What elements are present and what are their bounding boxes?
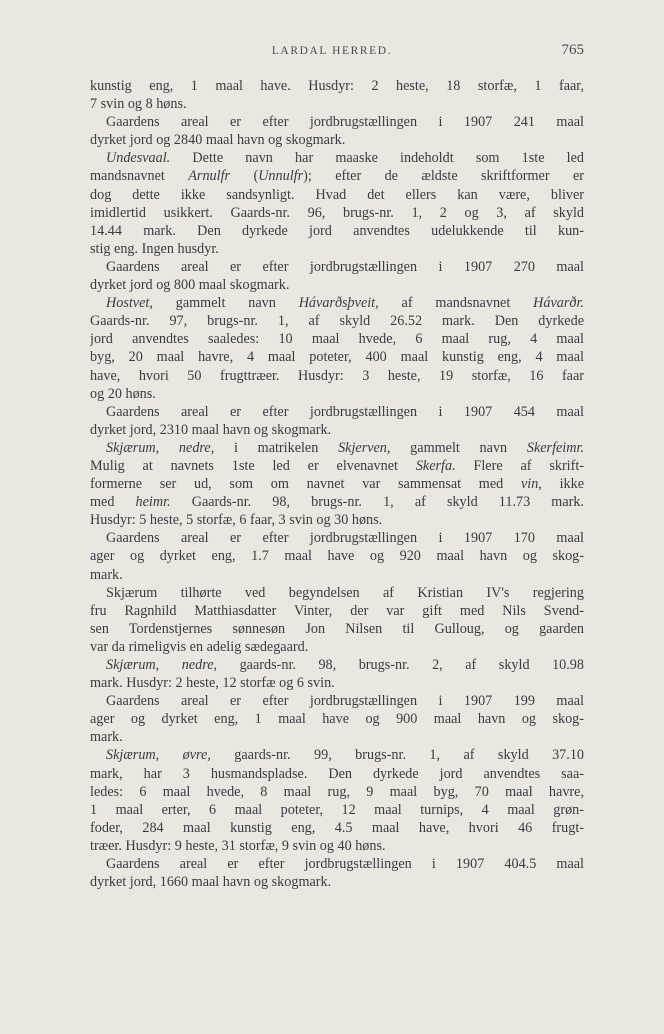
italic-span: heimr. bbox=[135, 494, 171, 511]
italic-span: Skerfeimr. bbox=[526, 439, 584, 456]
body-text bbox=[90, 77, 584, 891]
text-span: Flere af skrift- bbox=[455, 457, 584, 474]
text-span: Gaards-nr. 98, brugs-nr. 1, af skyld 11.73 mark. bbox=[170, 494, 584, 511]
text-line: Husdyr: 5 heste, 5 storfæ, 6 faar, 3 svin og 30 høns. bbox=[90, 512, 383, 529]
italic-span: Skjærum, nedre, bbox=[106, 657, 218, 673]
text-line: 14.44 mark. Den dyrkede jord anvendtes udelukkende til kun- bbox=[90, 222, 584, 239]
text-line bbox=[90, 493, 584, 511]
text-line: mark. bbox=[90, 566, 123, 583]
text-line: var da rimeligvis en adelig sædegaard. bbox=[90, 638, 309, 655]
text-span: gammelt navn bbox=[152, 295, 299, 312]
running-head: LARDAL HERRED. bbox=[271, 45, 393, 57]
page-number: 765 bbox=[561, 42, 584, 58]
text-line: mark. bbox=[90, 729, 123, 746]
italic-span: Hostvet, bbox=[106, 295, 153, 312]
italic-span: Unnulfr bbox=[258, 168, 304, 185]
text-line: ager og dyrket eng, 1 maal have og 900 maal havn og skog- bbox=[90, 711, 584, 728]
italic-span: Skjærum, nedre, bbox=[106, 439, 215, 456]
text-line bbox=[90, 746, 584, 764]
italic-span: Skjerven, bbox=[338, 439, 391, 456]
italic-span: Hávarðr. bbox=[533, 295, 584, 312]
text-line: fru Ragnhild Matthiasdatter Vinter, der var gift med Nils Svend- bbox=[90, 602, 584, 619]
text-span: gaards-nr. 99, brugs-nr. 1, af skyld 37.10 bbox=[210, 747, 584, 764]
text-line: mark. Husdyr: 2 heste, 12 storfæ og 6 svin. bbox=[90, 675, 335, 692]
text-line: ledes: 6 maal hvede, 8 maal rug, 9 maal byg, 70 maal havre, bbox=[90, 783, 584, 800]
text-line: træer. Husdyr: 9 heste, 31 storfæ, 9 svin og 40 høns. bbox=[90, 837, 386, 854]
text-line: 1 maal erter, 6 maal poteter, 12 maal turnips, 4 maal grøn- bbox=[90, 801, 584, 818]
text-span: i matrikelen bbox=[214, 439, 339, 456]
text-line: jord anvendtes saaledes: 10 maal hvede, 6 maal rug, 4 maal bbox=[90, 331, 584, 348]
text-span: af mandsnavnet bbox=[378, 295, 534, 312]
text-line: Gaardens areal er efter jordbrugstællingen i 1907 199 maal bbox=[106, 693, 584, 710]
text-span: gaards-nr. 98, brugs-nr. 2, af skyld 10.98 bbox=[217, 657, 584, 673]
text-line: dyrket jord og 800 maal skogmark. bbox=[90, 277, 290, 294]
text-line: ager og dyrket eng, 1.7 maal have og 920 maal havn og skog- bbox=[90, 548, 584, 565]
text-span: Mulig at navnets 1ste led er elvenavnet bbox=[90, 457, 416, 474]
text-line bbox=[90, 294, 584, 312]
text-line bbox=[90, 167, 584, 185]
text-line bbox=[90, 656, 584, 674]
text-line: Gaardens areal er efter jordbrugstællingen i 1907 454 maal bbox=[106, 403, 584, 420]
text-line: imidlertid usikkert. Gaards-nr. 96, brugs-nr. 1, 2 og 3, af skyld bbox=[90, 204, 584, 221]
text-line: sen Tordenstjernes sønnesøn Jon Nilsen til Gulloug, og gaarden bbox=[90, 620, 584, 637]
text-line: Gaardens areal er efter jordbrugstællingen i 1907 404.5 maal bbox=[106, 856, 584, 873]
text-span: ); efter de ældste skriftformer er bbox=[303, 168, 584, 185]
text-line: kunstig eng, 1 maal have. Husdyr: 2 heste, 18 storfæ, 1 faar, bbox=[90, 78, 584, 94]
italic-span: Hávarðsþveit, bbox=[298, 295, 379, 312]
text-span: ikke bbox=[541, 476, 584, 493]
text-line: mark, har 3 husmandspladse. Den dyrkede jord anvendtes saa- bbox=[90, 765, 584, 782]
text-line: byg, 20 maal havre, 4 maal poteter, 400 maal kunstig eng, 4 maal bbox=[90, 349, 584, 366]
text-line: og 20 høns. bbox=[90, 385, 156, 402]
text-line bbox=[90, 149, 584, 167]
text-line: foder, 284 maal kunstig eng, 4.5 maal have, hvori 46 frugt- bbox=[90, 819, 584, 836]
text-line: 7 svin og 8 høns. bbox=[90, 96, 187, 113]
text-line: Gaards-nr. 97, brugs-nr. 1, af skyld 26.52 mark. Den dyrkede bbox=[90, 313, 584, 330]
text-line: dyrket jord og 2840 maal havn og skogmark. bbox=[90, 132, 346, 149]
italic-span: Undesvaal. bbox=[106, 150, 171, 167]
text-span: ( bbox=[230, 168, 259, 185]
text-span: mandsnavnet bbox=[90, 168, 189, 185]
text-line: dyrket jord, 2310 maal havn og skogmark. bbox=[90, 421, 332, 438]
text-line: Gaardens areal er efter jordbrugstællingen i 1907 170 maal bbox=[106, 530, 584, 547]
text-span: med bbox=[90, 494, 136, 511]
text-line: Gaardens areal er efter jordbrugstællingen i 1907 241 maal bbox=[106, 114, 584, 131]
text-span: Dette navn har maaske indeholdt som 1ste led bbox=[170, 150, 584, 167]
page-header bbox=[0, 42, 664, 62]
text-line: dyrket jord, 1660 maal havn og skogmark. bbox=[90, 874, 332, 891]
italic-span: Skerfa. bbox=[415, 457, 456, 474]
italic-span: Skjærum, øvre, bbox=[106, 747, 211, 764]
italic-span: Arnulfr bbox=[188, 168, 231, 185]
text-line bbox=[90, 457, 584, 475]
text-line: have, hvori 50 frugttræer. Husdyr: 3 heste, 19 storfæ, 16 faar bbox=[90, 367, 584, 384]
text-span: gammelt navn bbox=[390, 439, 527, 456]
text-line bbox=[90, 439, 584, 457]
text-span: formerne ser ud, som om navnet var sammensat med bbox=[90, 476, 521, 493]
text-line: Gaardens areal er efter jordbrugstællingen i 1907 270 maal bbox=[106, 258, 584, 275]
text-line: Skjærum tilhørte ved begyndelsen af Kristian IV's regjering bbox=[106, 584, 584, 601]
italic-span: vin, bbox=[520, 476, 542, 493]
text-line bbox=[90, 475, 584, 493]
text-line: dog dette ikke sandsynligt. Hvad det ellers kan være, bliver bbox=[90, 186, 584, 203]
text-line: stig eng. Ingen husdyr. bbox=[90, 240, 219, 257]
